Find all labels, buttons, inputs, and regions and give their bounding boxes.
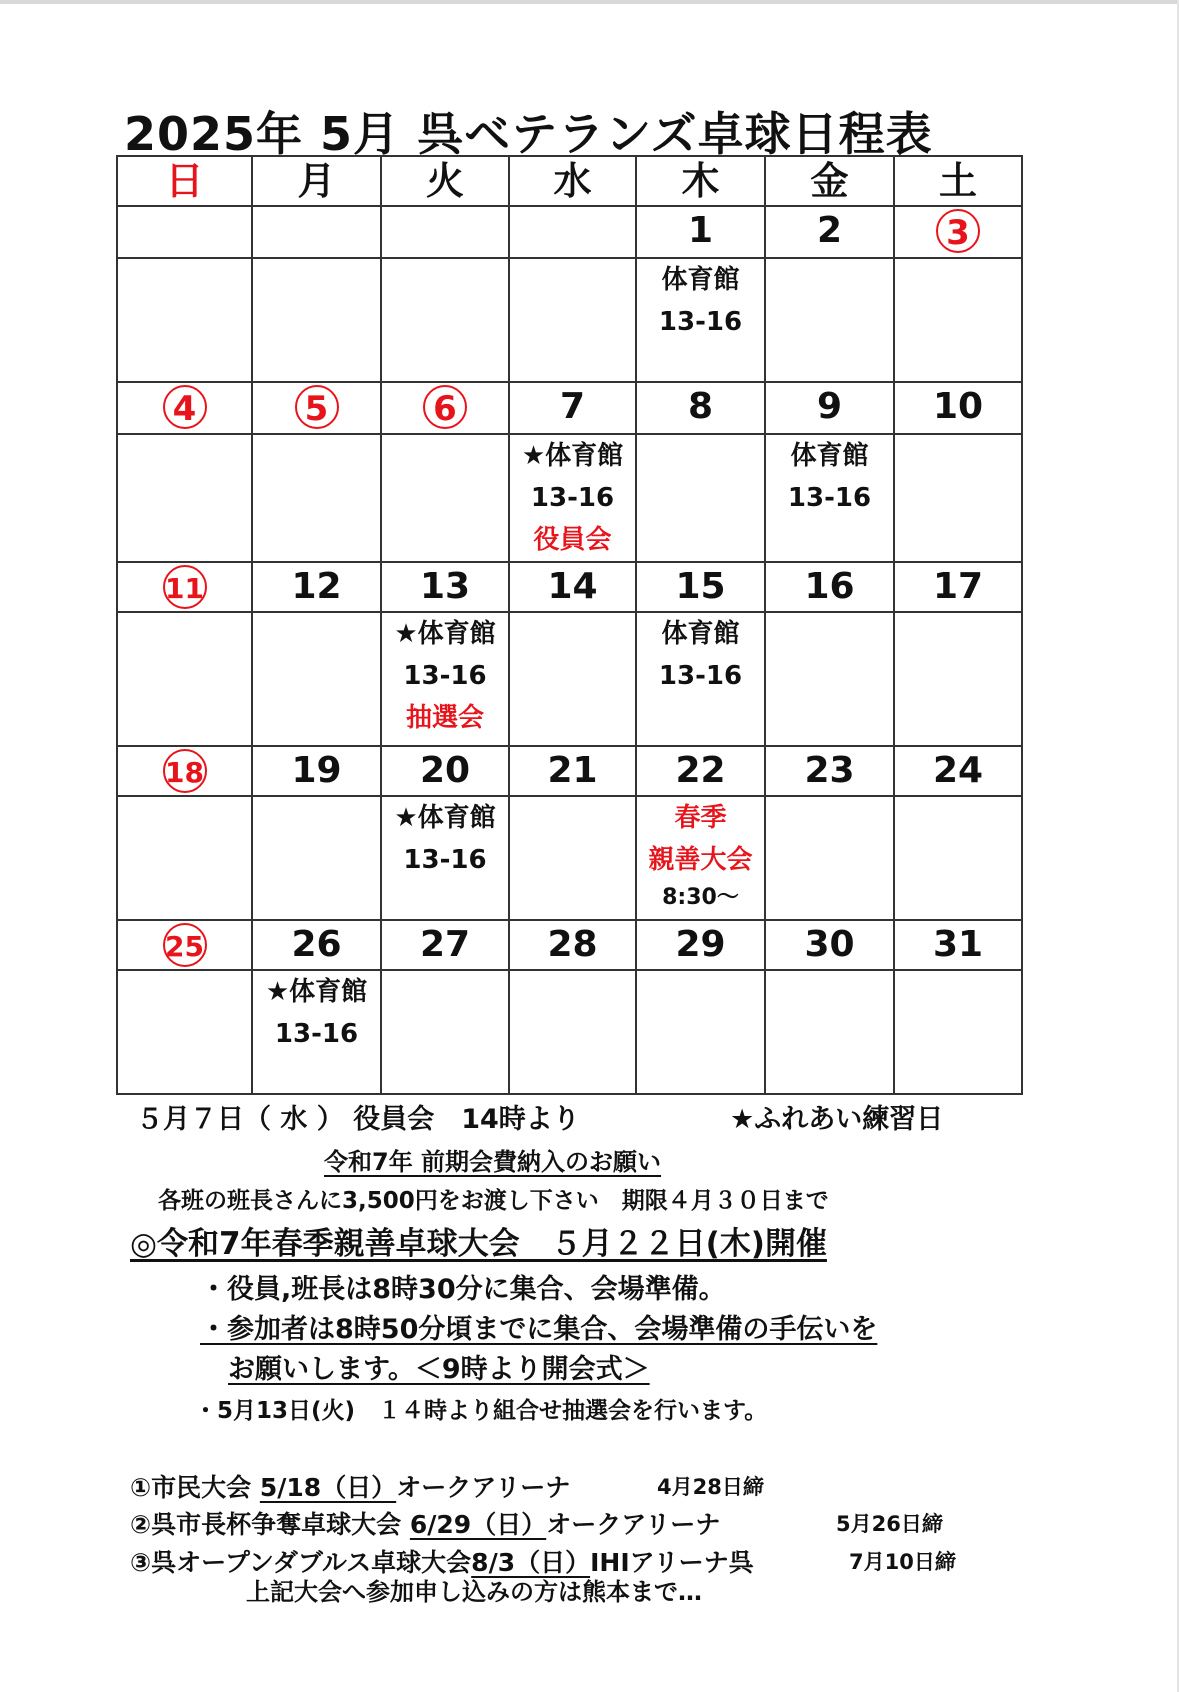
date-cell bbox=[117, 746, 252, 796]
event-cell bbox=[765, 434, 894, 562]
date-number: 22 bbox=[675, 750, 726, 791]
event-cell bbox=[894, 612, 1022, 746]
date-cell bbox=[894, 746, 1022, 796]
contact-note: 上記大会へ参加申し込みの方は熊本まで… bbox=[246, 1578, 702, 1606]
event-cell bbox=[381, 258, 509, 382]
holiday-circle-date: 25 bbox=[163, 923, 207, 967]
date-cell bbox=[765, 382, 894, 434]
holiday-circle-date: 11 bbox=[163, 565, 207, 609]
date-cell bbox=[894, 562, 1022, 612]
event-highlight: 役員会 bbox=[533, 525, 612, 555]
event-cell bbox=[765, 258, 894, 382]
date-number: 31 bbox=[932, 924, 984, 965]
tournament-date: 8/3（日） bbox=[471, 1548, 591, 1577]
tournament-deadline: 5月26日締 bbox=[836, 1512, 943, 1536]
bullet-officers: ・役員,班長は8時30分に集合、会場準備。 bbox=[200, 1274, 726, 1305]
date-number: 21 bbox=[547, 750, 598, 791]
date-cell bbox=[381, 562, 509, 612]
event-cell bbox=[894, 970, 1022, 1094]
tournament-name: ②呉市長杯争奪卓球大会 bbox=[130, 1510, 410, 1539]
fureai-note: ★ふれあい練習日 bbox=[730, 1104, 944, 1135]
event-text: ★体育館 bbox=[394, 803, 496, 833]
date-cell bbox=[765, 920, 894, 970]
date-cell bbox=[252, 562, 381, 612]
date-number: 8 bbox=[687, 386, 714, 427]
date-cell bbox=[252, 746, 381, 796]
fee-heading: 令和7年 前期会費納入のお願い bbox=[324, 1148, 662, 1176]
tournament-date: 6/29（日） bbox=[409, 1510, 547, 1539]
holiday-circle-date: 6 bbox=[423, 385, 467, 429]
event-row bbox=[117, 434, 1022, 562]
date-number: 7 bbox=[559, 386, 586, 427]
date-cell bbox=[381, 206, 509, 258]
event-cell bbox=[636, 434, 765, 562]
event-cell bbox=[509, 434, 636, 562]
event-cell bbox=[509, 612, 636, 746]
date-cell bbox=[381, 382, 509, 434]
event-text: 体育館 bbox=[790, 441, 869, 471]
event-cell bbox=[381, 434, 509, 562]
date-row bbox=[117, 562, 1022, 612]
date-cell bbox=[636, 746, 765, 796]
date-cell bbox=[509, 746, 636, 796]
holiday-circle-date: 3 bbox=[936, 209, 980, 253]
event-text: 13-16 bbox=[403, 845, 487, 875]
date-number: 13 bbox=[419, 566, 471, 607]
date-cell bbox=[117, 562, 252, 612]
event-row bbox=[117, 612, 1022, 746]
event-cell bbox=[894, 258, 1022, 382]
event-highlight: 抽選会 bbox=[405, 703, 484, 733]
date-cell bbox=[636, 382, 765, 434]
date-number: 19 bbox=[291, 750, 342, 791]
date-row bbox=[117, 746, 1022, 796]
date-number: 24 bbox=[932, 750, 984, 791]
holiday-circle-date: 4 bbox=[163, 385, 207, 429]
event-cell bbox=[509, 796, 636, 920]
date-cell bbox=[117, 206, 252, 258]
event-cell bbox=[252, 970, 381, 1094]
date-number: 28 bbox=[547, 924, 598, 965]
top-border bbox=[0, 0, 1179, 4]
event-cell bbox=[509, 970, 636, 1094]
tournament-item bbox=[130, 1505, 720, 1541]
date-number: 14 bbox=[547, 566, 598, 607]
tournament-deadline: 7月10日締 bbox=[849, 1550, 956, 1574]
tournament-venue: オークアリーナ bbox=[546, 1510, 721, 1539]
date-cell bbox=[252, 382, 381, 434]
date-row bbox=[117, 206, 1022, 258]
event-cell bbox=[765, 796, 894, 920]
date-number: 15 bbox=[675, 566, 726, 607]
date-number: 29 bbox=[675, 924, 726, 965]
event-cell bbox=[117, 258, 252, 382]
tournament-deadline: 4月28日締 bbox=[657, 1475, 764, 1499]
event-text: 13-16 bbox=[403, 661, 487, 691]
calendar-table bbox=[116, 155, 1023, 1095]
event-cell bbox=[252, 434, 381, 562]
event-text: 13-16 bbox=[530, 483, 615, 513]
date-cell bbox=[894, 920, 1022, 970]
weekday-sunday: 日 bbox=[117, 156, 252, 206]
fee-text: 各班の班長さんに3,500円をお渡し下さい 期限４月３０日まで bbox=[158, 1188, 829, 1214]
event-cell bbox=[117, 970, 252, 1094]
date-cell bbox=[509, 920, 636, 970]
date-cell bbox=[509, 382, 636, 434]
date-cell bbox=[381, 920, 509, 970]
weekday-header-row bbox=[117, 156, 1022, 206]
date-cell bbox=[252, 206, 381, 258]
date-cell bbox=[765, 562, 894, 612]
event-cell bbox=[117, 434, 252, 562]
event-cell bbox=[636, 612, 765, 746]
event-cell bbox=[117, 612, 252, 746]
event-text: 体育館 bbox=[661, 265, 740, 295]
event-cell bbox=[894, 796, 1022, 920]
event-row bbox=[117, 796, 1022, 920]
date-number: 2 bbox=[816, 210, 843, 251]
weekday-wednesday: 水 bbox=[509, 156, 636, 206]
tournament-date: 5/18（日） bbox=[259, 1473, 397, 1502]
bullet-lottery: ・5月13日(火) １４時より組合せ抽選会を行います。 bbox=[194, 1398, 768, 1424]
weekday-monday: 月 bbox=[252, 156, 381, 206]
date-cell bbox=[509, 562, 636, 612]
event-cell bbox=[117, 796, 252, 920]
bullet-participants-cont: お願いします。＜9時より開会式＞ bbox=[228, 1354, 650, 1385]
date-cell bbox=[765, 206, 894, 258]
event-cell bbox=[381, 970, 509, 1094]
event-highlight: 春季 bbox=[674, 803, 727, 833]
date-number: 26 bbox=[291, 924, 342, 965]
date-number: 9 bbox=[816, 386, 843, 427]
tournament-heading: ◎令和7年春季親善卓球大会 ５月２２日(木)開催 bbox=[130, 1226, 827, 1262]
event-text: 8:30～ bbox=[662, 885, 739, 910]
date-cell bbox=[509, 206, 636, 258]
weekday-tuesday: 火 bbox=[381, 156, 509, 206]
event-cell bbox=[509, 258, 636, 382]
event-text: 13-16 bbox=[787, 483, 872, 513]
date-cell bbox=[252, 920, 381, 970]
date-cell bbox=[117, 920, 252, 970]
date-number: 1 bbox=[687, 210, 714, 251]
date-row bbox=[117, 920, 1022, 970]
event-highlight: 親善大会 bbox=[648, 845, 753, 875]
tournament-name: ③呉オープンダブルス卓球大会 bbox=[130, 1548, 472, 1577]
event-cell bbox=[252, 796, 381, 920]
date-cell bbox=[636, 920, 765, 970]
tournament-item bbox=[130, 1468, 570, 1504]
event-cell bbox=[381, 612, 509, 746]
date-number: 16 bbox=[804, 566, 855, 607]
date-number: 12 bbox=[291, 566, 342, 607]
date-number: 30 bbox=[804, 924, 855, 965]
event-text: ★体育館 bbox=[521, 441, 624, 471]
date-cell bbox=[765, 746, 894, 796]
tournament-venue: IHIアリーナ呉 bbox=[590, 1548, 754, 1577]
event-cell bbox=[765, 612, 894, 746]
holiday-circle-date: 5 bbox=[295, 385, 339, 429]
date-row bbox=[117, 382, 1022, 434]
event-cell bbox=[381, 796, 509, 920]
weekday-thursday: 木 bbox=[636, 156, 765, 206]
event-text: ★体育館 bbox=[265, 977, 368, 1007]
date-cell bbox=[381, 746, 509, 796]
weekday-saturday: 土 bbox=[894, 156, 1022, 206]
event-text: 13-16 bbox=[658, 307, 743, 337]
date-number: 27 bbox=[419, 924, 471, 965]
weekday-friday: 金 bbox=[765, 156, 894, 206]
holiday-circle-date: 18 bbox=[163, 749, 207, 793]
event-cell bbox=[252, 258, 381, 382]
event-cell bbox=[252, 612, 381, 746]
event-text: 13-16 bbox=[658, 661, 743, 691]
date-cell bbox=[636, 206, 765, 258]
event-cell bbox=[636, 970, 765, 1094]
event-text: ★体育館 bbox=[394, 619, 496, 649]
date-number: 23 bbox=[804, 750, 855, 791]
event-cell bbox=[765, 970, 894, 1094]
tournament-venue: オークアリーナ bbox=[396, 1473, 571, 1502]
event-text: 13-16 bbox=[274, 1019, 359, 1049]
date-cell bbox=[894, 206, 1022, 258]
date-cell bbox=[894, 382, 1022, 434]
event-row bbox=[117, 970, 1022, 1094]
date-number: 10 bbox=[932, 386, 984, 427]
bullet-participants: ・参加者は8時50分頃までに集合、会場準備の手伝いを bbox=[200, 1314, 878, 1345]
event-text: 体育館 bbox=[661, 619, 740, 649]
event-cell bbox=[636, 258, 765, 382]
date-cell bbox=[636, 562, 765, 612]
meeting-note: ５月７日（ 水 ） 役員会 14時より bbox=[136, 1104, 580, 1135]
event-cell bbox=[636, 796, 765, 920]
date-cell bbox=[117, 382, 252, 434]
event-row bbox=[117, 258, 1022, 382]
tournament-name: ①市民大会 bbox=[130, 1473, 260, 1502]
page-title: 2025年 5月 呉ベテランズ卓球日程表 bbox=[124, 107, 933, 161]
date-number: 20 bbox=[419, 750, 471, 791]
date-number: 17 bbox=[932, 566, 984, 607]
event-cell bbox=[894, 434, 1022, 562]
